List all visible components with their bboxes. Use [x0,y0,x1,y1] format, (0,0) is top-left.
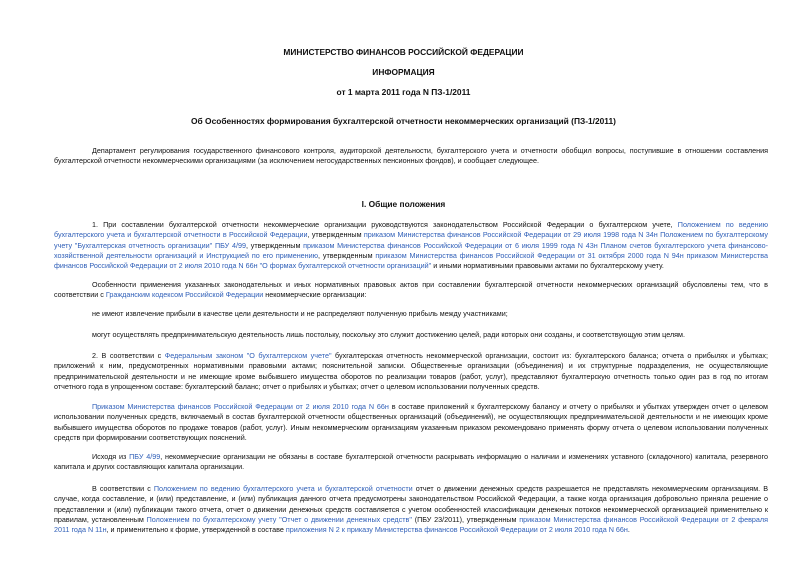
p6-text-a: в составе приложений к бухгалтерскому балансу и отчету о прибылях и убытках утвержден отчет о целевом использовании полученных средств, включаемый в состав бухгалтерской отчетности общественных организаций (объединений), не осуществляющих предпринимательской деятельности и не имеющих кроме выбывшего имущества оборотов по продаже товаров (работ, услуг). Иным некоммерческим организациям указанным приказом рекомендовано применять форму отчета о целевом использовании полученных средств при формировании соответствующих пояснений. [54,402,768,442]
p1-text-h: и иными нормативными правовыми актами по бухгалтерскому учету. [431,261,664,271]
date-number-heading: от 1 марта 2011 года N ПЗ-1/2011 [336,87,471,97]
p7-text-b: , некоммерческие организации не обязаны в составе бухгалтерской отчетности раскрывать информацию о наличии и изменениях уставного (складочного) капитала, резервного капитала и других составляющих капитала организации. [54,452,768,472]
link-prikaz-43n[interactable]: приказом Министерства финансов Российской Федерации от 6 июля 1999 года N 43н [303,240,598,250]
ministry-heading: МИНИСТЕРСТВО ФИНАНСОВ РОССИЙСКОЙ ФЕДЕРАЦИИ [283,47,524,57]
link-prikaz-34n[interactable]: приказом Министерства финансов Российской Федерации от 29 июля 1998 года N 34н [363,230,658,240]
list-item-1: не имеют извлечение прибыли в качестве цели деятельности и не распределяют полученную прибыль между участниками; [92,309,508,318]
p1-text-b: , утвержденным [307,230,364,240]
p2-text-b: некоммерческие организации: [263,290,367,300]
p5-text-b: бухгалтерская отчетность некоммерческой организации, состоит из: бухгалтерского баланса; отчета о прибылях и убытках; приложений к ним, предусмотренных нормативными правовыми актами; пояснительной записки. Общественные организации (объединения) и их структурные подразделения, не осуществляющие предпринимательской деятельности и не имеющие кроме выбывшего имущества оборотов по реализации товаров (работ, услуг), представляют бухгалтерскую отчетность только один раз в год по итогам отчетного года в упрощенном составе: бухгалтерский баланс; отчет о прибылях и убытках; отчет о целевом использовании полученных средств. [54,351,768,391]
link-pbu-23-2011[interactable]: Положением по бухгалтерскому учету "Отчет о движении денежных средств" [146,514,412,524]
link-prilozhenie-2[interactable]: приложения N 2 к приказу Министерства финансов Российской Федерации от 2 июля 2010 года N 66н [285,525,628,535]
document-title: Об Особенностях формирования бухгалтерской отчетности некоммерческих организаций (ПЗ-1/2011) [191,116,616,126]
p7-text-a: Исходя из [92,452,130,461]
link-prikaz-66n[interactable]: приказом Министерства финансов Российской Федерации от 2 июля 2010 года N 66н "О формах бухгалтерской отчетности организаций" [54,250,769,271]
p8-text-b: отчет о движении денежных средств разрешается не представлять некоммерческим организациям. В случае, когда составление, и (или) представление, и (или) публикация данного отчета предусмотрены законодательством Российской Федерации, а также когда организация добровольно приняла решение о представлении и (или) публикации такого отчета, отчет о движении денежных средств составляется с учетом особенностей классификации денежных потоков некоммерческой организацией применительно к правилам, установленным [54,484,769,524]
intro-paragraph: Департамент регулирования государственного финансового контроля, аудиторской деятельности, бухгалтерского учета и отчетности обобщил вопросы, поступившие в отношении составления бухгалтерской отчетности некоммерческими организациями (за исключением негосударственных пенсионных фондов), и сообщает следующее. [54,146,768,166]
link-pbu-4-99-short[interactable]: ПБУ 4/99 [129,452,161,461]
doc-type-heading: ИНФОРМАЦИЯ [372,67,435,77]
p8-text-d: , и применительно к форме, утвержденной в составе [106,525,286,535]
link-pbu-4-99[interactable]: Положением по бухгалтерскому учету "Бухгалтерская отчетность организации" ПБУ 4/99 [54,230,769,250]
paragraph-2 [54,280,768,301]
link-prikaz-66n-2[interactable]: Приказом Министерства финансов Российской Федерации от 2 июля 2010 года N 66н [92,402,389,411]
paragraph-1 [54,220,768,271]
link-polozhenie-vedenie-2[interactable]: Положением по ведению бухгалтерского учета и бухгалтерской отчетности [153,484,413,493]
link-polozhenie-vedenie[interactable]: Положением по ведению бухгалтерского учета и бухгалтерской отчетности в Российской Федерации [54,220,769,240]
p2-text-a: Особенности применения указанных законодательных и иных нормативных правовых актов при составлении бухгалтерской отчетности некоммерческих организаций обусловлены тем, что в соответствии с [54,280,768,300]
link-gk-rf[interactable]: Гражданским кодексом Российской Федерации [105,290,264,300]
link-plan-schetov[interactable]: Планом счетов бухгалтерского учета финансово-хозяйственной деятельности организаций и Инструкцией по его применению [54,240,769,260]
paragraph-6 [54,484,768,535]
section-title: I. Общие положения [361,199,446,209]
p8-text-a: В соответствии с [92,484,154,493]
p8-text-c: (ПБУ 23/2011), утвержденным [411,514,520,524]
p5-text-a: 2. В соответствии с [92,351,165,360]
p1-text-a: 1. При составлении бухгалтерской отчетности некоммерческие организации руководствуются законодательством Российской Федерации о бухгалтерском учете, [92,220,678,229]
p1-text-f: , утвержденным [318,250,376,260]
p1-text-d: , утвержденным [245,240,304,250]
paragraph-5 [54,452,768,473]
link-federal-law[interactable]: Федеральным законом "О бухгалтерском учете" [164,351,332,360]
paragraph-4 [54,402,768,443]
link-prikaz-11n[interactable]: приказом Министерства финансов Российской Федерации от 2 февраля 2011 года N 11н [54,514,768,535]
link-prikaz-94n[interactable]: приказом Министерства финансов Российской Федерации от 31 октября 2000 года N 94н [375,250,684,260]
list-item-2: могут осуществлять предпринимательскую деятельность лишь постольку, поскольку это служит достижению целей, ради которых они созданы, и соответствующую этим целям. [92,330,685,339]
paragraph-3 [54,351,768,392]
p8-text-e: . [627,525,630,535]
